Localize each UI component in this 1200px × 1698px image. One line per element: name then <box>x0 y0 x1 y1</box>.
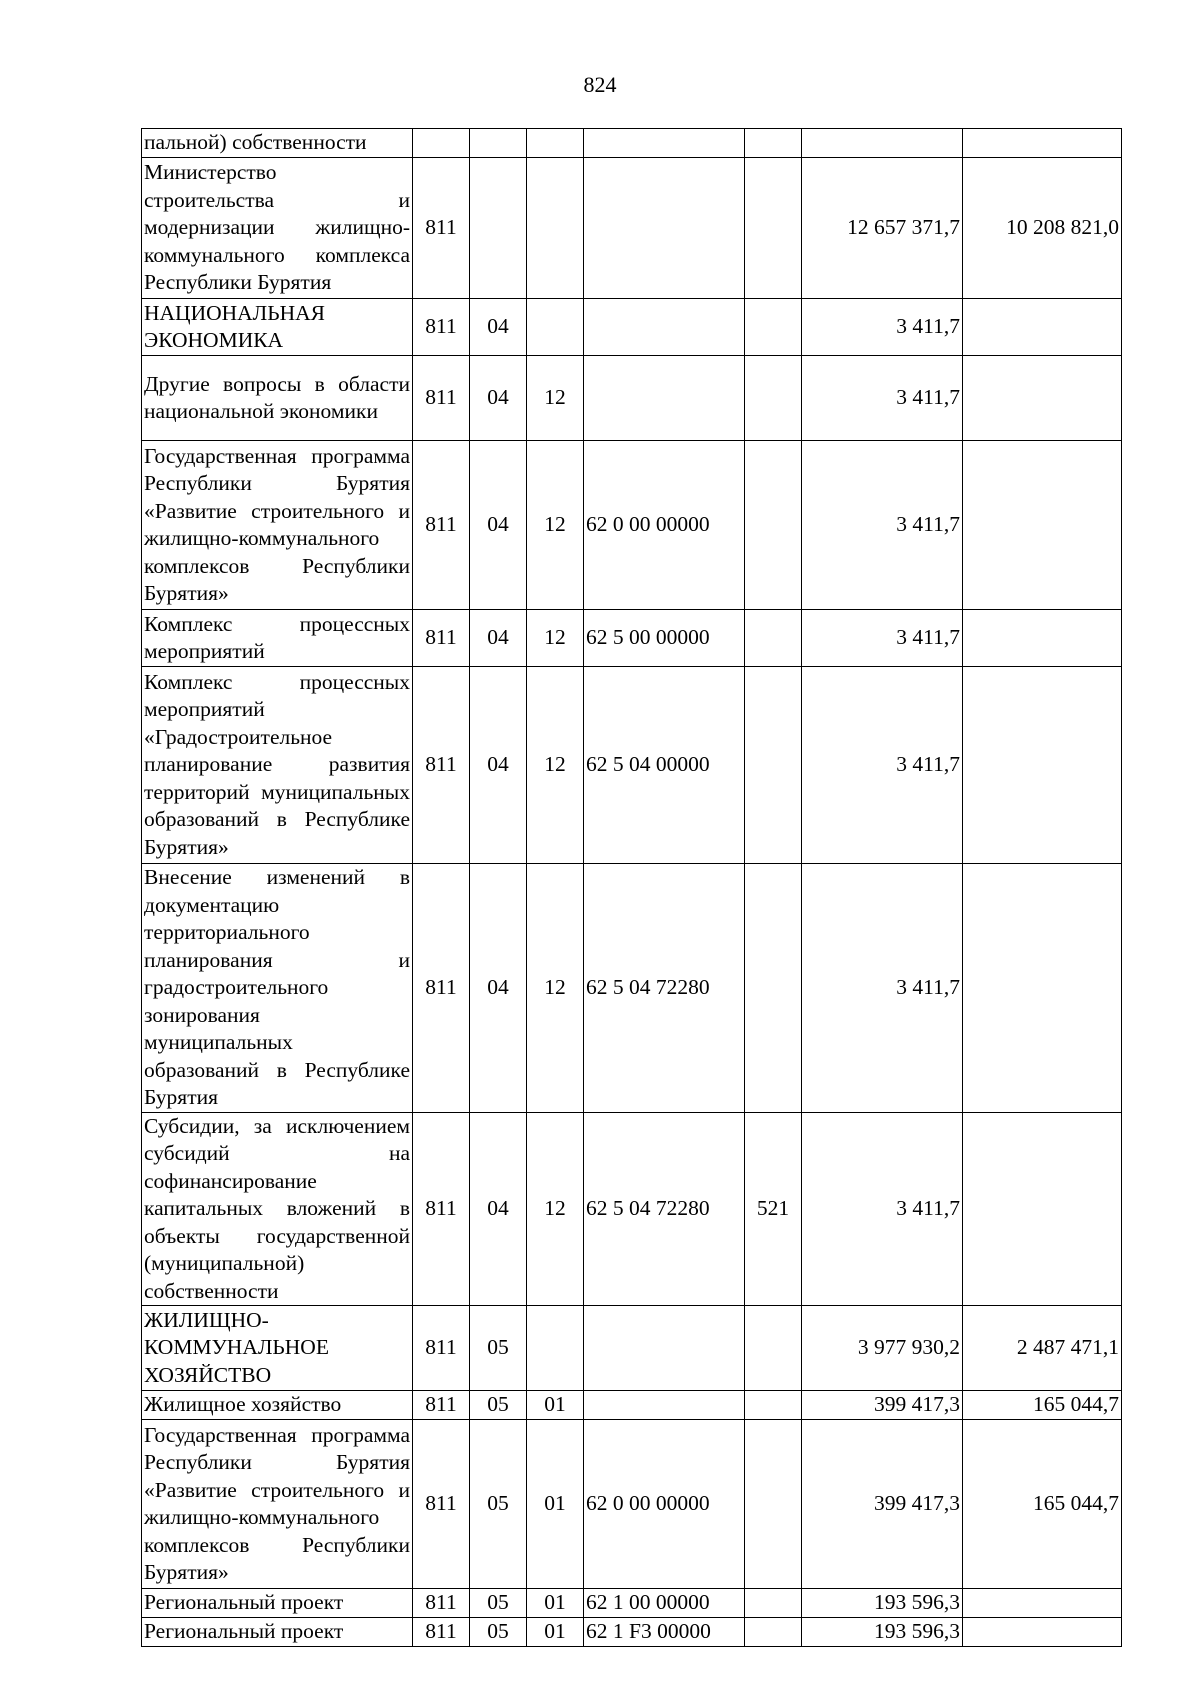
item-name: ЖИЛИЩНО-КОММУНАЛЬНОЕ ХОЗЯЙСТВО <box>142 1306 413 1391</box>
item-name: Региональный проект <box>142 1589 413 1618</box>
amount-year-2: 165 044,7 <box>963 1420 1122 1589</box>
subsection-code: 12 <box>527 610 584 667</box>
target-article-code: 62 0 00 00000 <box>584 1420 745 1589</box>
table-row <box>142 667 1122 864</box>
amount-year-1: 3 411,7 <box>802 667 963 864</box>
amount-year-2 <box>963 864 1122 1113</box>
amount-year-1: 3 411,7 <box>802 356 963 441</box>
target-article-code: 62 0 00 00000 <box>584 441 745 610</box>
target-article-code: 62 1 F3 00000 <box>584 1618 745 1647</box>
grbs-code: 811 <box>413 356 470 441</box>
table-row <box>142 158 1122 299</box>
target-article-code <box>584 299 745 356</box>
section-code <box>470 158 527 299</box>
item-name: Государственная программа Республики Бурятия «Развитие строительного и жилищно-коммунального комплексов Республики Бурятия» <box>142 441 413 610</box>
table-row <box>142 129 1122 158</box>
grbs-code: 811 <box>413 441 470 610</box>
table-row <box>142 356 1122 441</box>
subsection-code: 12 <box>527 441 584 610</box>
expense-type-code <box>745 129 802 158</box>
grbs-code: 811 <box>413 610 470 667</box>
page-number: 824 <box>583 72 617 97</box>
amount-year-1: 193 596,3 <box>802 1618 963 1647</box>
table-row <box>142 1618 1122 1647</box>
subsection-code: 12 <box>527 356 584 441</box>
target-article-code: 62 5 00 00000 <box>584 610 745 667</box>
amount-year-1: 399 417,3 <box>802 1420 963 1589</box>
item-name: Другие вопросы в области национальной экономики <box>142 356 413 441</box>
amount-year-2 <box>963 1112 1122 1306</box>
table-row <box>142 1391 1122 1420</box>
table-row <box>142 1589 1122 1618</box>
amount-year-2 <box>963 610 1122 667</box>
amount-year-2 <box>963 299 1122 356</box>
expense-type-code <box>745 610 802 667</box>
target-article-code <box>584 1306 745 1391</box>
section-code: 05 <box>470 1589 527 1618</box>
table-body <box>142 129 1122 1647</box>
amount-year-1: 12 657 371,7 <box>802 158 963 299</box>
amount-year-2 <box>963 1589 1122 1618</box>
subsection-code: 12 <box>527 864 584 1113</box>
expense-type-code <box>745 356 802 441</box>
amount-year-1: 3 411,7 <box>802 441 963 610</box>
expense-type-code <box>745 1391 802 1420</box>
expense-type-code <box>745 667 802 864</box>
amount-year-1: 3 411,7 <box>802 299 963 356</box>
section-code: 04 <box>470 667 527 864</box>
target-article-code: 62 5 04 00000 <box>584 667 745 864</box>
expense-type-code <box>745 1420 802 1589</box>
grbs-code: 811 <box>413 299 470 356</box>
amount-year-1: 3 411,7 <box>802 864 963 1113</box>
subsection-code: 12 <box>527 667 584 864</box>
subsection-code <box>527 129 584 158</box>
amount-year-2: 165 044,7 <box>963 1391 1122 1420</box>
item-name: Внесение изменений в документацию территориального планирования и градостроительного зонирования муниципальных образований в Республике Бурятия <box>142 864 413 1113</box>
amount-year-1: 3 411,7 <box>802 1112 963 1306</box>
subsection-code: 01 <box>527 1589 584 1618</box>
table-row <box>142 1112 1122 1306</box>
amount-year-1: 399 417,3 <box>802 1391 963 1420</box>
grbs-code: 811 <box>413 1306 470 1391</box>
target-article-code <box>584 158 745 299</box>
subsection-code: 12 <box>527 1112 584 1306</box>
target-article-code <box>584 356 745 441</box>
amount-year-1: 193 596,3 <box>802 1589 963 1618</box>
section-code <box>470 129 527 158</box>
section-code: 04 <box>470 864 527 1113</box>
grbs-code <box>413 129 470 158</box>
section-code: 04 <box>470 299 527 356</box>
amount-year-2 <box>963 129 1122 158</box>
subsection-code: 01 <box>527 1618 584 1647</box>
section-code: 04 <box>470 610 527 667</box>
budget-table <box>141 128 1122 1647</box>
table-row <box>142 864 1122 1113</box>
section-code: 05 <box>470 1391 527 1420</box>
item-name: Комплекс процессных мероприятий «Градостроительное планирование развития территорий муниципальных образований в Республике Бурятия» <box>142 667 413 864</box>
table-row <box>142 1420 1122 1589</box>
item-name: пальной) собственности <box>142 129 413 158</box>
table-row <box>142 441 1122 610</box>
grbs-code: 811 <box>413 1420 470 1589</box>
item-name: Субсидии, за исключением субсидий на софинансирование капитальных вложений в объекты государственной (муниципальной) собственности <box>142 1112 413 1306</box>
section-code: 05 <box>470 1618 527 1647</box>
expense-type-code <box>745 1589 802 1618</box>
table-row <box>142 1306 1122 1391</box>
amount-year-2 <box>963 667 1122 864</box>
section-code: 04 <box>470 1112 527 1306</box>
expense-type-code <box>745 158 802 299</box>
subsection-code: 01 <box>527 1420 584 1589</box>
target-article-code <box>584 1391 745 1420</box>
subsection-code <box>527 299 584 356</box>
expense-type-code: 521 <box>745 1112 802 1306</box>
subsection-code <box>527 158 584 299</box>
expense-type-code <box>745 1618 802 1647</box>
target-article-code <box>584 129 745 158</box>
item-name: Государственная программа Республики Бурятия «Развитие строительного и жилищно-коммунального комплексов Республики Бурятия» <box>142 1420 413 1589</box>
expense-type-code <box>745 299 802 356</box>
item-name: Комплекс процессных мероприятий <box>142 610 413 667</box>
section-code: 04 <box>470 441 527 610</box>
table-row <box>142 299 1122 356</box>
item-name: НАЦИОНАЛЬНАЯ ЭКОНОМИКА <box>142 299 413 356</box>
table-row <box>142 610 1122 667</box>
grbs-code: 811 <box>413 1618 470 1647</box>
amount-year-1: 3 977 930,2 <box>802 1306 963 1391</box>
item-name: Жилищное хозяйство <box>142 1391 413 1420</box>
amount-year-2: 10 208 821,0 <box>963 158 1122 299</box>
target-article-code: 62 1 00 00000 <box>584 1589 745 1618</box>
expense-type-code <box>745 441 802 610</box>
grbs-code: 811 <box>413 158 470 299</box>
amount-year-2 <box>963 356 1122 441</box>
amount-year-2 <box>963 441 1122 610</box>
amount-year-2 <box>963 1618 1122 1647</box>
grbs-code: 811 <box>413 864 470 1113</box>
grbs-code: 811 <box>413 1391 470 1420</box>
amount-year-1: 3 411,7 <box>802 610 963 667</box>
target-article-code: 62 5 04 72280 <box>584 1112 745 1306</box>
target-article-code: 62 5 04 72280 <box>584 864 745 1113</box>
item-name: Региональный проект <box>142 1618 413 1647</box>
grbs-code: 811 <box>413 1112 470 1306</box>
expense-type-code <box>745 1306 802 1391</box>
grbs-code: 811 <box>413 667 470 864</box>
section-code: 05 <box>470 1420 527 1589</box>
item-name: Министерство строительства и модернизации жилищно-коммунального комплекса Республики Бурятия <box>142 158 413 299</box>
grbs-code: 811 <box>413 1589 470 1618</box>
amount-year-2: 2 487 471,1 <box>963 1306 1122 1391</box>
subsection-code <box>527 1306 584 1391</box>
expense-type-code <box>745 864 802 1113</box>
section-code: 04 <box>470 356 527 441</box>
amount-year-1 <box>802 129 963 158</box>
subsection-code: 01 <box>527 1391 584 1420</box>
section-code: 05 <box>470 1306 527 1391</box>
